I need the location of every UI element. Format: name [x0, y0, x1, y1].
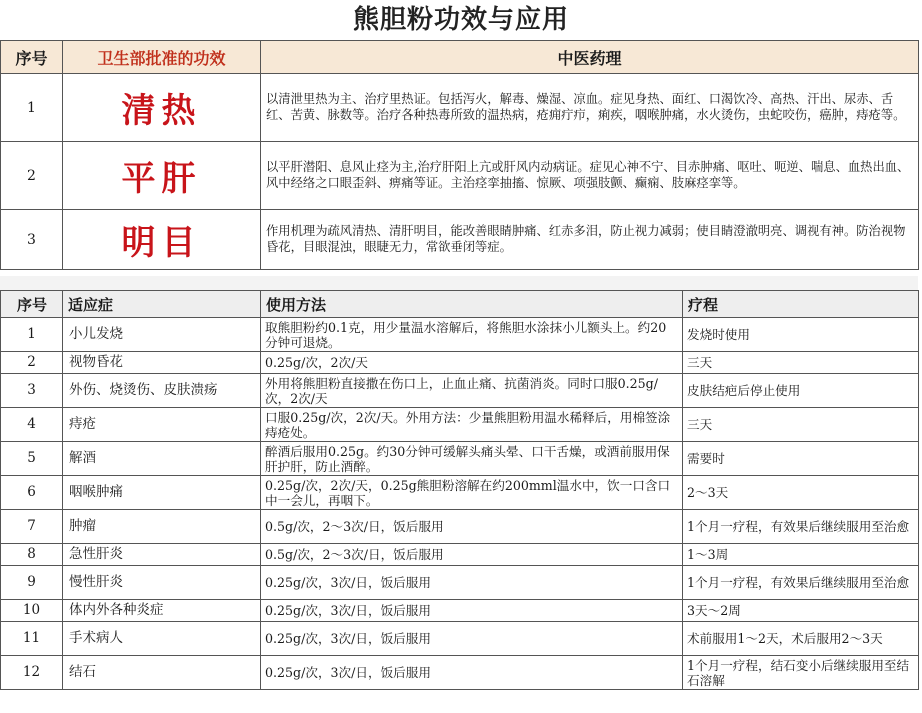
- course-cell: 三天: [683, 352, 919, 374]
- effect-label: 明目: [63, 210, 261, 270]
- table-row: [1, 318, 919, 352]
- course-cell: 1个月一疗程，有效果后继续服用至治愈: [683, 510, 919, 544]
- table-row: [1, 544, 919, 566]
- indication-cell: 解酒: [63, 442, 261, 476]
- course-cell: 2～3天: [683, 476, 919, 510]
- indication-header-row: [1, 291, 919, 318]
- header-usage: 使用方法: [261, 291, 683, 318]
- row-index: 6: [1, 476, 63, 510]
- efficacy-row: [1, 210, 919, 270]
- course-cell: 1个月一疗程，结石变小后继续服用至结石溶解: [683, 656, 919, 690]
- usage-cell: 外用将熊胆粉直接撒在伤口上，止血止痛、抗菌消炎。同时口服0.25g/次，2次/天: [261, 374, 683, 408]
- header-index: 序号: [1, 291, 63, 318]
- usage-cell: 0.5g/次，2～3次/日，饭后服用: [261, 510, 683, 544]
- usage-cell: 0.25g/次，3次/日，饭后服用: [261, 566, 683, 600]
- usage-cell: 0.25g/次，3次/日，饭后服用: [261, 656, 683, 690]
- row-index: 1: [1, 74, 63, 142]
- indication-cell: 视物昏花: [63, 352, 261, 374]
- header-course: 疗程: [683, 291, 919, 318]
- course-cell: 3天～2周: [683, 600, 919, 622]
- course-cell: 术前服用1～2天，术后服用2～3天: [683, 622, 919, 656]
- row-index: 5: [1, 442, 63, 476]
- table-row: [1, 352, 919, 374]
- efficacy-row: [1, 142, 919, 210]
- usage-cell: 醉酒后服用0.25g。约30分钟可缓解头痛头晕、口干舌燥，或酒前服用保肝护肝，防止酒醉。: [261, 442, 683, 476]
- table-row: [1, 622, 919, 656]
- usage-cell: 0.5g/次，2～3次/日，饭后服用: [261, 544, 683, 566]
- course-cell: 发烧时使用: [683, 318, 919, 352]
- effect-label: 清热: [63, 74, 261, 142]
- indication-cell: 手术病人: [63, 622, 261, 656]
- row-index: 2: [1, 352, 63, 374]
- indication-cell: 咽喉肿痛: [63, 476, 261, 510]
- row-index: 3: [1, 374, 63, 408]
- table-row: [1, 442, 919, 476]
- course-cell: 1～3周: [683, 544, 919, 566]
- indication-cell: 外伤、烧烫伤、皮肤溃疡: [63, 374, 261, 408]
- course-cell: 三天: [683, 408, 919, 442]
- row-index: 12: [1, 656, 63, 690]
- course-cell: 皮肤结疤后停止使用: [683, 374, 919, 408]
- table-row: [1, 656, 919, 690]
- course-cell: 需要时: [683, 442, 919, 476]
- efficacy-table: [0, 40, 919, 270]
- row-index: 3: [1, 210, 63, 270]
- indication-cell: 慢性肝炎: [63, 566, 261, 600]
- effect-description: 作用机理为疏风清热、清肝明目，能改善眼睛肿痛、红赤多泪，防止视力减弱；使目睛澄澈明亮、调视有神。防治视物昏花，目眼混浊，眼睫无力，常欲垂闭等症。: [261, 210, 919, 270]
- effect-description: 以清泄里热为主、治疗里热证。包括泻火，解毒、燥湿、凉血。症见身热、面红、口渴饮冷、高热、汗出、尿赤、舌红、苦黄、脉数等。治疗各种热毒所致的温热病，疮痈疔疖，痢疾，咽喉肿痛，水火烫伤，虫蛇咬伤，癌肿，痔疮等。: [261, 74, 919, 142]
- table-separator: [0, 276, 918, 290]
- page-title: 熊胆粉功效与应用: [352, 5, 569, 35]
- row-index: 11: [1, 622, 63, 656]
- usage-cell: 0.25g/次，3次/日，饭后服用: [261, 622, 683, 656]
- header-indication: 适应症: [63, 291, 261, 318]
- header-tcm-pharmacology: 中医药理: [261, 41, 919, 74]
- table-row: [1, 408, 919, 442]
- table-row: [1, 374, 919, 408]
- row-index: 4: [1, 408, 63, 442]
- usage-cell: 取熊胆粉约0.1克，用少量温水溶解后，将熊胆水涂抹小儿额头上。约20分钟可退烧。: [261, 318, 683, 352]
- usage-cell: 口服0.25g/次，2次/天。外用方法：少量熊胆粉用温水稀释后，用棉签涂痔疮处。: [261, 408, 683, 442]
- course-cell: 1个月一疗程，有效果后继续服用至治愈: [683, 566, 919, 600]
- table-row: [1, 600, 919, 622]
- row-index: 8: [1, 544, 63, 566]
- header-approved-effect: 卫生部批准的功效: [63, 41, 261, 74]
- indication-cell: 急性肝炎: [63, 544, 261, 566]
- indication-cell: 体内外各种炎症: [63, 600, 261, 622]
- usage-cell: 0.25g/次，2次/天: [261, 352, 683, 374]
- row-index: 10: [1, 600, 63, 622]
- table-row: [1, 510, 919, 544]
- row-index: 7: [1, 510, 63, 544]
- indication-cell: 结石: [63, 656, 261, 690]
- header-index: 序号: [1, 41, 63, 74]
- efficacy-row: [1, 74, 919, 142]
- usage-cell: 0.25g/次，3次/日，饭后服用: [261, 600, 683, 622]
- usage-cell: 0.25g/次，2次/天，0.25g熊胆粉溶解在约200mml温水中，饮一口含口中一会儿，再咽下。: [261, 476, 683, 510]
- row-index: 1: [1, 318, 63, 352]
- effect-label: 平肝: [63, 142, 261, 210]
- indication-cell: 小儿发烧: [63, 318, 261, 352]
- indication-cell: 痔疮: [63, 408, 261, 442]
- effect-description: 以平肝潜阳、息风止痉为主,治疗肝阳上亢或肝风内动病证。症见心神不宁、目赤肿痛、呕吐、呃逆、喘息、血热出血、风中经络之口眼歪斜、痹痛等证。主治痉挛抽搐、惊厥、项强肢颤、癫痫、肢麻痉挛等。: [261, 142, 919, 210]
- row-index: 9: [1, 566, 63, 600]
- efficacy-header-row: [1, 41, 919, 74]
- indication-cell: 肿瘤: [63, 510, 261, 544]
- table-row: [1, 476, 919, 510]
- row-index: 2: [1, 142, 63, 210]
- table-row: [1, 566, 919, 600]
- indication-table: [0, 290, 919, 690]
